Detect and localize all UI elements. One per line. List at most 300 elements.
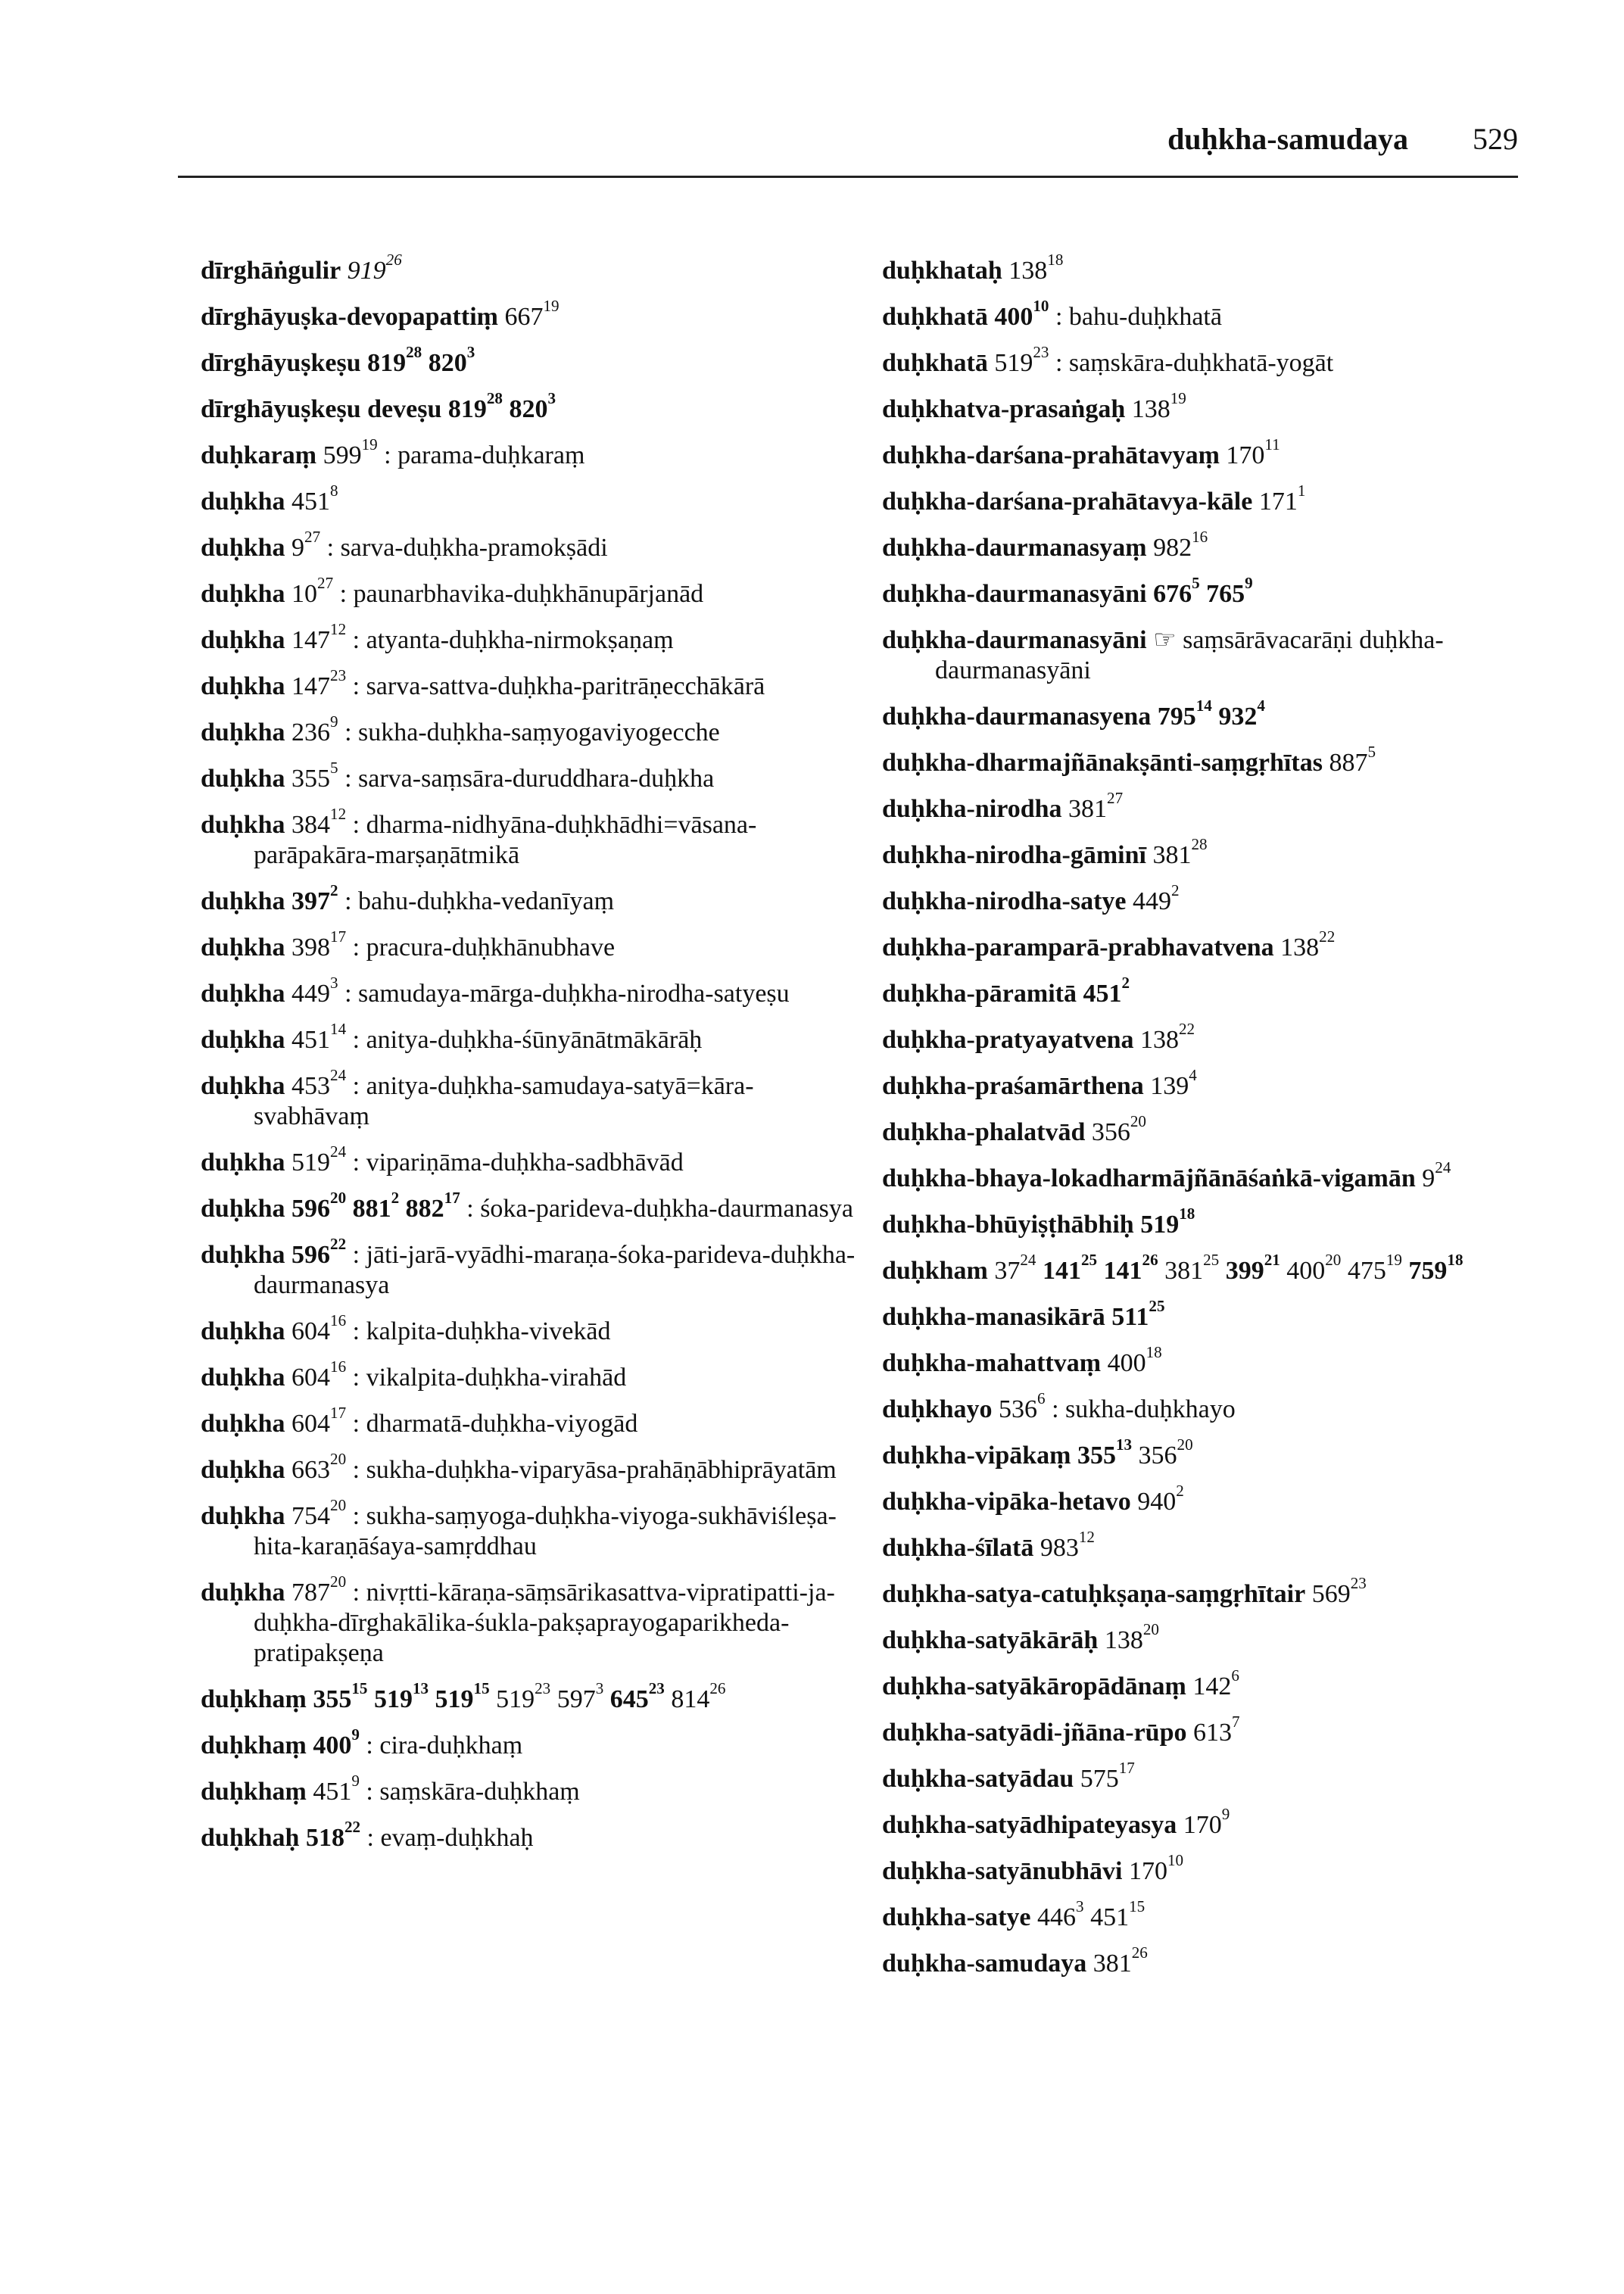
headword: duḥkha [201, 1317, 285, 1345]
index-entry [201, 1235, 867, 1301]
page-reference [1164, 1251, 1220, 1285]
page-reference [291, 927, 347, 962]
page-reference [1206, 574, 1253, 608]
page-ref-number: 170 [1129, 1857, 1168, 1885]
page-ref-number: 596 [291, 1241, 331, 1269]
page-reference [1090, 1897, 1146, 1931]
page-reference [373, 1679, 429, 1713]
page-ref-number: 519 [373, 1685, 413, 1713]
page-reference [1192, 1713, 1240, 1747]
page-reference [1157, 697, 1212, 731]
index-entry [882, 1851, 1533, 1887]
gloss-text: : śoka-parideva-duḥkha-daurmanasya [466, 1195, 853, 1223]
page-ref-number: 932 [1218, 703, 1258, 731]
headword: duḥkha-bhūyiṣṭhābhiḥ [882, 1211, 1134, 1239]
page-ref-number: 381 [1152, 841, 1192, 869]
line-ref-superscript: 15 [351, 1679, 368, 1698]
page-ref-number: 355 [313, 1685, 352, 1713]
index-entry [201, 1496, 867, 1562]
line-ref-superscript: 20 [330, 1189, 347, 1208]
gloss-text: : atyanta-duḥkha-nirmokṣaṇaṃ [352, 626, 674, 654]
page-ref-number: 453 [291, 1072, 331, 1100]
index-entry [882, 1620, 1533, 1656]
index-column-right [882, 251, 1533, 1995]
page-ref-number: 676 [1153, 580, 1192, 608]
index-entry [882, 1482, 1533, 1517]
index-entry [882, 297, 1533, 332]
line-ref-superscript: 3 [466, 343, 475, 362]
headword: duḥkha-daurmanasyāni [882, 626, 1147, 654]
index-entry [882, 1574, 1533, 1610]
headword: duḥkhayo [882, 1395, 993, 1423]
headword: duḥkha-pāramitā [882, 980, 1077, 1008]
page-reference [291, 1142, 347, 1177]
page-ref-number: 147 [291, 626, 331, 654]
page-reference [1153, 574, 1200, 608]
headword: duḥkha-dharmajñānakṣānti-saṃgṛhītas [882, 749, 1323, 777]
headword: duḥkha-satyānubhāvi [882, 1857, 1123, 1885]
page-ref-number: 519 [496, 1685, 535, 1713]
page-ref-number: 597 [556, 1685, 596, 1713]
page-ref-number: 451 [291, 1026, 331, 1054]
page-reference [291, 712, 338, 746]
gloss-text: : sarva-sattva-duḥkha-paritrāṇecchākārā [352, 672, 765, 700]
line-ref-superscript: 22 [330, 1235, 347, 1254]
headword: duḥkha [201, 1241, 285, 1269]
page-reference [291, 1020, 347, 1054]
line-ref-superscript: 24 [330, 1142, 347, 1161]
page-reference [496, 1679, 551, 1713]
line-ref-superscript: 18 [1047, 251, 1064, 270]
page-ref-number: 759 [1408, 1257, 1448, 1285]
line-ref-superscript: 23 [1350, 1574, 1367, 1593]
headword: duḥkha-satye [882, 1903, 1031, 1931]
page-ref-number: 820 [509, 395, 548, 423]
page-reference [1133, 881, 1180, 915]
index-entry [201, 1142, 867, 1178]
line-ref-superscript: 12 [1078, 1528, 1095, 1547]
index-entry [882, 251, 1533, 286]
headword: duḥkha [201, 811, 285, 839]
headword: duḥkha [201, 626, 285, 654]
headword: duḥkhaṃ [201, 1731, 307, 1759]
headword: duḥkha-daurmanasyena [882, 703, 1152, 731]
gloss-text: : dharmatā-duḥkha-viyogād [352, 1410, 638, 1438]
headword: duḥkha [201, 672, 285, 700]
page-ref-number: 400 [994, 303, 1033, 331]
page-ref-number: 399 [1225, 1257, 1264, 1285]
page-reference [1042, 1251, 1098, 1285]
page-ref-number: 667 [504, 303, 544, 331]
index-entry [201, 1189, 867, 1224]
page-reference [313, 1725, 360, 1759]
page-ref-number: 519 [1140, 1211, 1180, 1239]
page-reference [1347, 1251, 1402, 1285]
line-ref-superscript: 27 [1107, 789, 1124, 808]
page-reference [1111, 1297, 1165, 1331]
index-entry [201, 343, 867, 379]
line-ref-superscript: 2 [1176, 1482, 1184, 1501]
headword: duḥkha-nirodha [882, 795, 1062, 823]
headword: duḥkha-darśana-prahātavya-kāle [882, 488, 1253, 516]
page-reference [291, 881, 338, 915]
page-ref-number: 819 [447, 395, 487, 423]
headword: duḥkhatā [882, 303, 988, 331]
gloss-text: : anitya-duḥkha-samudaya-satyā=kāra-svabhāvaṃ [254, 1072, 754, 1130]
page-ref-number: 384 [291, 811, 331, 839]
page-reference [1311, 1574, 1367, 1608]
headword: duḥkha-manasikārā [882, 1303, 1105, 1331]
page-reference [1153, 528, 1208, 562]
page-reference [1218, 697, 1265, 731]
index-entry [201, 1020, 867, 1055]
index-entry [882, 343, 1533, 379]
page-reference [291, 1357, 347, 1392]
line-ref-superscript: 11 [1264, 435, 1280, 454]
page-number: 529 [1473, 122, 1518, 156]
page-ref-number: 754 [291, 1502, 331, 1530]
page-reference [1080, 1759, 1135, 1793]
index-entry [882, 435, 1533, 471]
page-reference [291, 1189, 347, 1223]
page-ref-number: 398 [291, 933, 331, 962]
index-entry [882, 1897, 1533, 1933]
headword: duḥkha-daurmanasyāni [882, 580, 1147, 608]
page-ref-number: 940 [1137, 1488, 1177, 1516]
gloss-text: : sarva-saṃsāra-duruddhara-duḥkha [344, 765, 715, 793]
page-reference [291, 1066, 347, 1100]
gloss-text: : jāti-jarā-vyādhi-maraṇa-śoka-parideva-duḥkha-daurmanasya [254, 1241, 856, 1299]
page-ref-number: 881 [352, 1195, 391, 1223]
index-entry [882, 697, 1533, 732]
index-entry [882, 1528, 1533, 1563]
page-reference [313, 1679, 368, 1713]
page-reference [1131, 389, 1186, 423]
page-ref-number: 170 [1183, 1811, 1222, 1839]
headword: dīrghāyuṣkeṣu deveṣu [201, 395, 442, 423]
page-reference [1068, 789, 1124, 823]
index-entry [882, 1066, 1533, 1102]
line-ref-superscript: 26 [385, 251, 402, 270]
page-reference [1107, 1343, 1162, 1377]
index-entry [201, 805, 867, 871]
gloss-text: : parama-duḥkaraṃ [384, 441, 585, 469]
line-ref-superscript: 23 [648, 1679, 665, 1698]
index-entry [201, 1450, 867, 1485]
headword: dīrghāyuṣkeṣu [201, 349, 361, 377]
gloss-text: : saṃskāra-duḥkhatā-yogāt [1055, 349, 1334, 377]
line-ref-superscript: 16 [330, 1311, 347, 1330]
page-ref-number: 475 [1347, 1257, 1386, 1285]
page-ref-number: 356 [1091, 1118, 1130, 1146]
index-entry [882, 974, 1533, 1009]
index-entry [882, 743, 1533, 778]
line-ref-superscript: 19 [1386, 1251, 1402, 1270]
headword: duḥkha [201, 488, 285, 516]
page-ref-number: 449 [1133, 887, 1171, 915]
page-ref-number: 355 [1077, 1442, 1116, 1470]
page-reference [1152, 835, 1208, 869]
headword: duḥkhatva-prasaṅgaḥ [882, 395, 1126, 423]
page-ref-number: 400 [313, 1731, 352, 1759]
page-reference [609, 1679, 665, 1713]
page-reference [291, 666, 347, 700]
page-ref-number: 604 [291, 1410, 331, 1438]
index-entry [882, 789, 1533, 824]
index-entry [882, 482, 1533, 517]
line-ref-superscript: 28 [406, 343, 422, 362]
page-reference [291, 974, 338, 1008]
page-reference [1138, 1435, 1193, 1470]
page-ref-number: 982 [1153, 534, 1192, 562]
page-reference [291, 805, 347, 839]
headword: duḥkha-praśamārthena [882, 1072, 1144, 1100]
headword: duḥkha [201, 1149, 285, 1177]
index-entry [882, 927, 1533, 963]
page-ref-number: 451 [1090, 1903, 1130, 1931]
line-ref-superscript: 8 [330, 482, 338, 500]
gloss-text: : saṃskāra-duḥkhaṃ [366, 1778, 580, 1806]
gloss-text: : sukha-saṃyoga-duḥkha-viyoga-sukhāviśleṣa-hita-karaṇāśaya-samṛddhau [254, 1502, 837, 1560]
headword: dīrghāṅgulir [201, 257, 341, 285]
gloss-text: : vikalpita-duḥkha-virahād [352, 1364, 627, 1392]
page-reference [1040, 1528, 1095, 1562]
headword: duḥkha-śīlatā [882, 1534, 1034, 1562]
index-entry [201, 1311, 867, 1347]
page-ref-number: 451 [313, 1778, 352, 1806]
page-reference [347, 251, 402, 285]
page-ref-number: 518 [305, 1824, 344, 1852]
line-ref-superscript: 20 [1142, 1620, 1159, 1639]
headword: duḥkha [201, 718, 285, 746]
headword: duḥkha [201, 887, 285, 915]
line-ref-superscript: 17 [1118, 1759, 1135, 1778]
page-ref-number: 9 [1422, 1164, 1435, 1192]
page-reference [352, 1189, 400, 1223]
line-ref-superscript: 28 [486, 389, 503, 408]
headword: duḥkha-satyākārāḥ [882, 1626, 1099, 1654]
headword: duḥkha-phalatvād [882, 1118, 1086, 1146]
page-ref-number: 983 [1040, 1534, 1079, 1562]
line-ref-superscript: 24 [1435, 1158, 1451, 1177]
page-header [178, 114, 1518, 178]
index-entry [201, 389, 867, 425]
page-ref-number: 795 [1157, 703, 1196, 731]
line-ref-superscript: 20 [330, 1496, 347, 1515]
headword: duḥkha-mahattvaṃ [882, 1349, 1102, 1377]
page-ref-number: 519 [994, 349, 1033, 377]
page-ref-number: 820 [428, 349, 467, 377]
line-ref-superscript: 2 [1171, 881, 1180, 900]
page-reference [1037, 1897, 1084, 1931]
line-ref-superscript: 20 [330, 1572, 347, 1591]
gloss-text: : nivṛtti-kāraṇa-sāṃsārikasattva-vipratipatti-ja-duḥkha-dīrghakālika-śukla-pakṣaprayogaparikheda-pratipakṣeṇa [254, 1579, 835, 1667]
headword: duḥkha [201, 1195, 285, 1223]
headword: duḥkhaṃ [201, 1778, 307, 1806]
page-ref-number: 882 [405, 1195, 444, 1223]
page-reference [1258, 482, 1306, 516]
page-ref-number: 613 [1192, 1719, 1232, 1747]
headword: duḥkha-vipākaṃ [882, 1442, 1071, 1470]
page-reference [1329, 743, 1376, 777]
page-ref-number: 138 [1104, 1626, 1143, 1654]
gloss-text: : samudaya-mārga-duḥkha-nirodha-satyeṣu [344, 980, 790, 1008]
index-entry [882, 389, 1533, 425]
headword: duḥkha-samudaya [882, 1950, 1087, 1978]
index-entry [201, 435, 867, 471]
headword: duḥkha [201, 933, 285, 962]
page-reference [504, 297, 560, 331]
headword: duḥkham [882, 1257, 988, 1285]
line-ref-superscript: 18 [1146, 1343, 1162, 1362]
line-ref-superscript: 27 [304, 528, 321, 547]
line-ref-superscript: 13 [412, 1679, 429, 1698]
page-reference [291, 1496, 347, 1530]
index-entry [882, 1205, 1533, 1240]
gloss-text: : paunarbhavika-duḥkhānupārjanād [339, 580, 704, 608]
gloss-text: : sarva-duḥkha-pramokṣādi [326, 534, 608, 562]
line-ref-superscript: 3 [595, 1679, 604, 1698]
index-entry [201, 881, 867, 917]
line-ref-superscript: 17 [330, 927, 347, 946]
line-ref-superscript: 15 [473, 1679, 490, 1698]
page-reference [291, 1450, 347, 1484]
line-ref-superscript: 20 [1130, 1112, 1146, 1131]
page-ref-number: 139 [1150, 1072, 1189, 1100]
page-reference [1150, 1066, 1197, 1100]
page-ref-number: 147 [291, 672, 331, 700]
index-entry [201, 1357, 867, 1393]
line-ref-superscript: 16 [1192, 528, 1208, 547]
page-reference [999, 1389, 1046, 1423]
line-ref-superscript: 10 [1033, 297, 1049, 316]
line-ref-superscript: 1 [1297, 482, 1306, 500]
line-ref-superscript: 25 [1080, 1251, 1098, 1270]
index-entry [201, 712, 867, 748]
line-ref-superscript: 19 [543, 297, 560, 316]
line-ref-superscript: 25 [1203, 1251, 1220, 1270]
index-entry [882, 1435, 1533, 1471]
page-ref-number: 819 [367, 349, 407, 377]
page-reference [671, 1679, 726, 1713]
headword: duḥkha-satyākāropādānaṃ [882, 1672, 1186, 1700]
gloss-text: : pracura-duḥkhānubhave [352, 933, 616, 962]
headword: duḥkha [201, 534, 285, 562]
page-ref-number: 451 [1083, 980, 1122, 1008]
page-reference [1183, 1805, 1230, 1839]
headword: duḥkha-satyādhipateyasya [882, 1811, 1177, 1839]
index-entry [201, 297, 867, 332]
page-ref-number: 787 [291, 1579, 331, 1607]
headword: duḥkhaḥ [201, 1824, 300, 1852]
page-reference [1192, 1666, 1239, 1700]
index-entry [882, 528, 1533, 563]
page-ref-number: 449 [291, 980, 331, 1008]
page-ref-number: 814 [671, 1685, 710, 1713]
line-ref-superscript: 3 [1076, 1897, 1084, 1916]
index-entry [201, 528, 867, 563]
line-ref-superscript: 15 [1129, 1897, 1146, 1916]
page-ref-number: 919 [347, 257, 386, 285]
line-ref-superscript: 10 [1167, 1851, 1184, 1870]
page-reference [1286, 1251, 1342, 1285]
headword: duḥkha [201, 1502, 285, 1530]
line-ref-superscript: 2 [330, 881, 338, 900]
gloss-text: : sukha-duḥkhayo [1052, 1395, 1236, 1423]
page-ref-number: 138 [1140, 1026, 1180, 1054]
page-ref-number: 511 [1111, 1303, 1149, 1331]
line-ref-superscript: 3 [547, 389, 556, 408]
gloss-text: : bahu-duḥkha-vedanīyaṃ [344, 887, 615, 915]
page-ref-number: 446 [1037, 1903, 1077, 1931]
headword: duḥkhataḥ [882, 257, 1002, 285]
index-entry [882, 1943, 1533, 1979]
line-ref-superscript: 18 [1447, 1251, 1463, 1270]
line-ref-superscript: 26 [1131, 1943, 1148, 1962]
page-reference [291, 528, 321, 562]
headword: duḥkha [201, 1026, 285, 1054]
line-ref-superscript: 23 [535, 1679, 551, 1698]
line-ref-superscript: 9 [330, 712, 338, 731]
page-ref-number: 381 [1093, 1950, 1132, 1978]
line-ref-superscript: 20 [1177, 1435, 1193, 1454]
page-ref-number: 536 [999, 1395, 1038, 1423]
line-ref-superscript: 5 [1367, 743, 1376, 762]
gloss-text: : vipariṇāma-duḥkha-sadbhāvād [352, 1149, 684, 1177]
page-reference [509, 389, 556, 423]
line-ref-superscript: 26 [709, 1679, 726, 1698]
gloss-text: : kalpita-duḥkha-vivekād [352, 1317, 611, 1345]
headword: duḥkhaṃ [201, 1685, 307, 1713]
page-reference [1280, 927, 1336, 962]
line-ref-superscript: 24 [1020, 1251, 1036, 1270]
index-entry [201, 1772, 867, 1807]
headword: duḥkha-bhaya-lokadharmājñānāśaṅkā-vigamān [882, 1164, 1416, 1192]
line-ref-superscript: 22 [344, 1818, 361, 1837]
line-ref-superscript: 28 [1191, 835, 1208, 854]
line-ref-superscript: 23 [330, 666, 347, 685]
line-ref-superscript: 23 [1033, 343, 1049, 362]
page-ref-number: 170 [1226, 441, 1265, 469]
line-ref-superscript: 13 [1115, 1435, 1133, 1454]
index-entry [882, 1112, 1533, 1148]
page-ref-number: 519 [291, 1149, 331, 1177]
page-reference [447, 389, 503, 423]
page-ref-number: 138 [1280, 933, 1320, 962]
page-ref-number: 599 [323, 441, 362, 469]
line-ref-superscript: 19 [1170, 389, 1186, 408]
gloss-text: : cira-duḥkhaṃ [366, 1731, 523, 1759]
page-ref-number: 10 [291, 580, 318, 608]
index-entry [882, 1297, 1533, 1332]
line-ref-superscript: 17 [444, 1189, 460, 1208]
page-ref-number: 451 [291, 488, 331, 516]
headword: duḥkha [201, 1072, 285, 1100]
index-entry [201, 974, 867, 1009]
line-ref-superscript: 9 [1245, 574, 1253, 593]
page-reference [994, 1251, 1036, 1285]
page-reference [1226, 435, 1280, 469]
index-entry [882, 1158, 1533, 1194]
page-reference [1422, 1158, 1451, 1192]
page-ref-number: 575 [1080, 1765, 1119, 1793]
page-reference [1091, 1112, 1146, 1146]
line-ref-superscript: 9 [1221, 1805, 1230, 1824]
page-reference [291, 574, 334, 608]
page-reference [291, 1311, 347, 1345]
line-ref-superscript: 9 [351, 1772, 360, 1791]
index-entry [882, 1666, 1533, 1702]
